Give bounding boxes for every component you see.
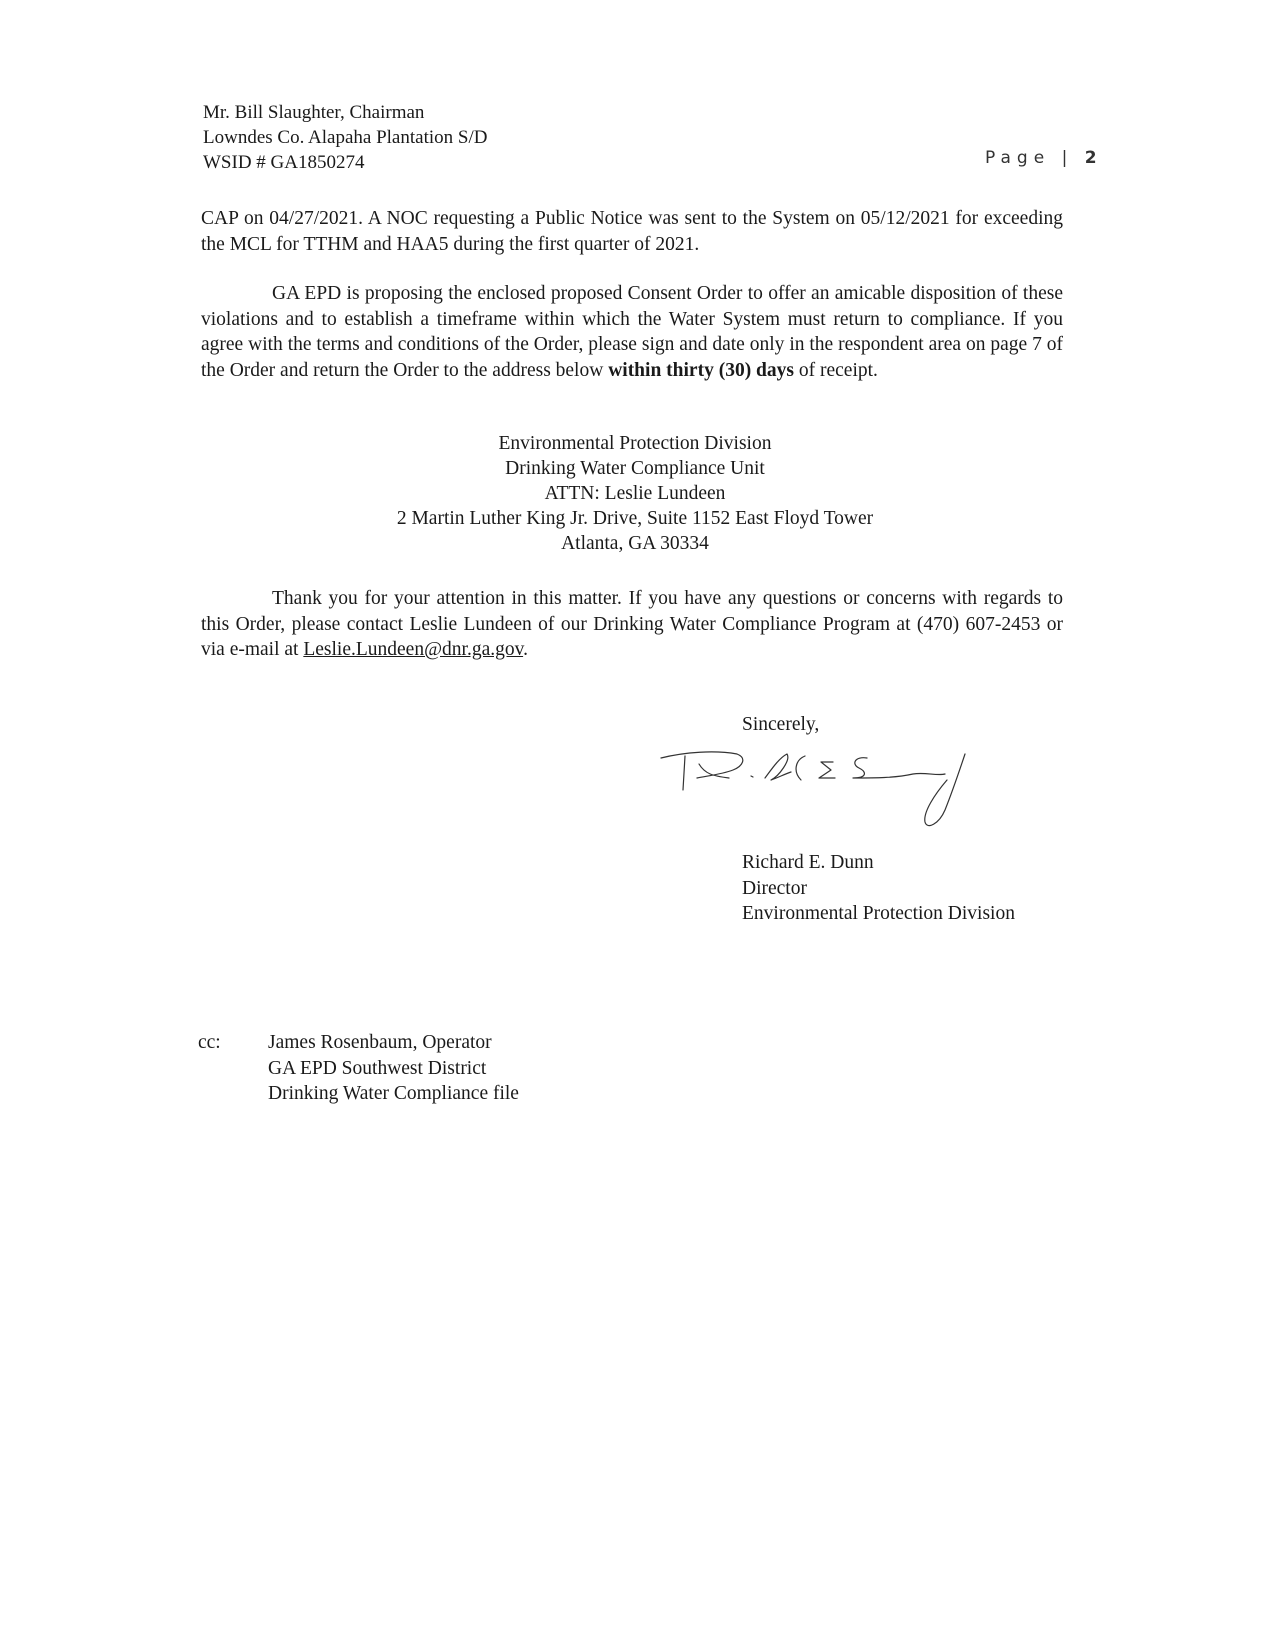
paragraph-violation-history: CAP on 04/27/2021. A NOC requesting a Public Notice was sent to the System on 05/12/2021 for exceeding the MCL for TTHM and HAA5 during the first quarter of 2021. <box>201 208 1063 255</box>
contact-text: Thank you for your attention in this matter. If you have any questions or concerns with regards to this Order, please contact Leslie Lundeen of our Drinking Water Compliance Program at (470) 607-2453 or via e-mail at <box>201 588 1063 660</box>
page-number-marker <box>985 148 1097 168</box>
address-line-attn: ATTN: Leslie Lundeen <box>544 483 726 504</box>
contact-email-link[interactable]: Leslie.Lundeen@dnr.ga.gov <box>303 639 524 660</box>
cc-recipient: James Rosenbaum, Operator <box>268 1032 492 1053</box>
recipient-name: Mr. Bill Slaughter, Chairman <box>203 102 425 123</box>
contact-tail: . <box>523 639 528 660</box>
signer-title: Director <box>742 877 807 899</box>
cc-recipient: GA EPD Southwest District <box>268 1057 487 1079</box>
paragraph-consent-order <box>201 281 1063 383</box>
address-line-city: Atlanta, GA 30334 <box>561 533 709 554</box>
closing-salutation: Sincerely, <box>742 714 820 735</box>
consent-order-tail: of receipt. <box>794 359 878 381</box>
deadline-emphasis: within thirty (30) days <box>608 359 794 381</box>
recipient-organization: Lowndes Co. Alapaha Plantation S/D <box>203 127 488 148</box>
consent-order-text: GA EPD is proposing the enclosed proposed Consent Order to offer an amicable disposition of these violations and to establish a timeframe within which the Water System must return to compliance. If you agree with the terms and conditions of the Order, please sign and date only in the respondent area on page 7 of the Order and return the Order to the address below <box>201 283 1063 381</box>
cc-label: cc: <box>198 1032 221 1053</box>
cc-recipients <box>268 1030 519 1107</box>
address-line-division: Environmental Protection Division <box>498 433 772 454</box>
page-number: 2 <box>1084 148 1097 168</box>
address-line-unit: Drinking Water Compliance Unit <box>505 458 765 479</box>
signer-organization: Environmental Protection Division <box>742 903 1015 924</box>
address-line-street: 2 Martin Luther King Jr. Drive, Suite 1152 East Floyd Tower <box>396 508 874 529</box>
page-label: Page <box>985 148 1051 168</box>
return-address-block <box>200 431 1070 556</box>
handwritten-signature <box>655 750 995 840</box>
wsid-number: WSID # GA1850274 <box>203 152 365 173</box>
paragraph-contact <box>201 586 1063 663</box>
signer-block <box>742 850 1015 927</box>
recipient-block <box>203 100 487 175</box>
signer-name: Richard E. Dunn <box>742 852 874 873</box>
cc-recipient: Drinking Water Compliance file <box>268 1083 519 1104</box>
cc-block <box>198 1030 519 1107</box>
page-separator: | <box>1061 148 1068 168</box>
